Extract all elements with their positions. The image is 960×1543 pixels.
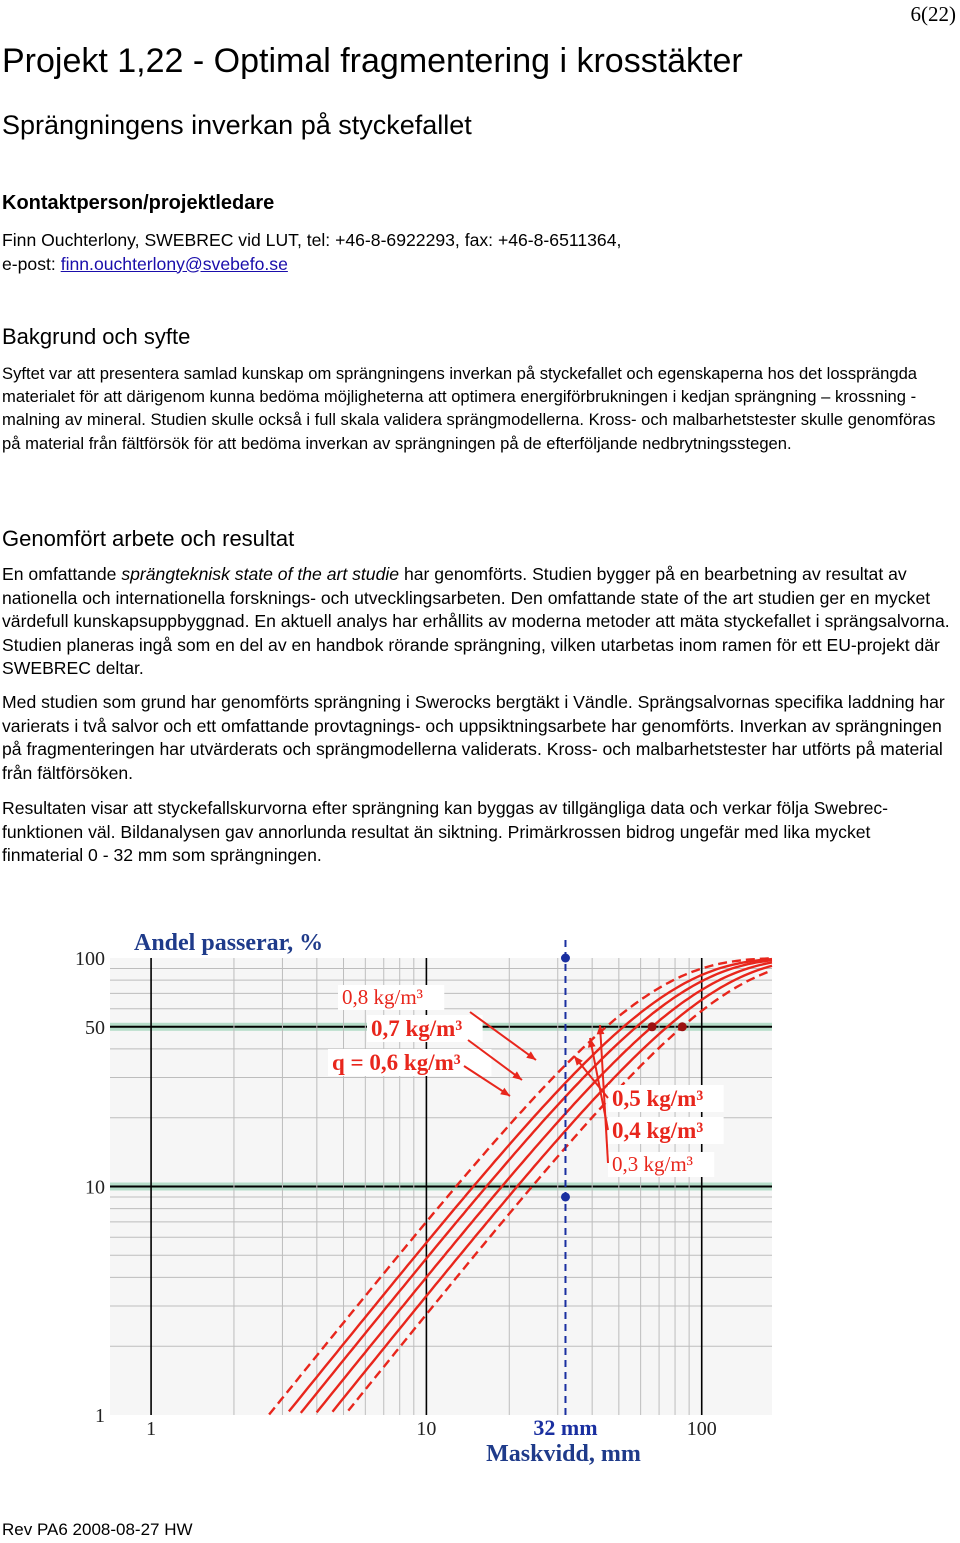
contact-heading: Kontaktperson/projektledare bbox=[2, 192, 275, 214]
fragmentation-chart bbox=[75, 920, 790, 1470]
page-title: Projekt 1,22 - Optimal fragmentering i krosstäkter bbox=[2, 42, 743, 80]
series-label: 0,4 kg/m³ bbox=[612, 1118, 704, 1143]
results-paragraph-1 bbox=[2, 563, 952, 681]
x-tick-label: 100 bbox=[686, 1418, 717, 1440]
results-paragraph-3: Resultaten visar att styckefallskurvorna efter sprängning kan byggas av tillgängliga data och verkar följa Swebrec-funktionen väl. Bildanalysen gav annorlunda resultat än siktning. Primärkrossen bidrog ungefär med lika mycket finmaterial 0 - 32 mm som sprängningen. bbox=[2, 798, 889, 865]
results-paragraph-2: Med studien som grund har genomförts sprängning i Swerocks bergtäkt i Vändle. Sprängsalvornas specifika laddning har varierats i två salvor och ett omfattande provtagnings- och uppsiktningsarbete har genomförts. Inverkan av sprängningen på fragmenteringen har utvärderats och sprängmodellerna validerats. Kross- och malbarhetstester har utförts på material från fältförsöken. bbox=[2, 692, 945, 783]
contact-info bbox=[2, 229, 952, 276]
series-label: 0,7 kg/m³ bbox=[371, 1016, 463, 1041]
email-link[interactable]: finn.ouchterlony@svebefo.se bbox=[60, 253, 288, 274]
results-p1-start: En omfattande bbox=[2, 564, 122, 584]
email-prefix: e-post: bbox=[2, 253, 61, 274]
series-label: q = 0,6 kg/m³ bbox=[332, 1050, 461, 1075]
results-p1-italic: sprängteknisk state of the art studie bbox=[121, 564, 400, 584]
background-text: Syftet var att presentera samlad kunskap om sprängningens inverkan på styckefallet och egenskaperna hos det lossprängda materialet för att därigenom kunna bedöma möjligheterna att optimera energiförbrukningen i kedjan sprängning – krossning - malning av mineral. Studien skulle också i full skala validera sprängmodellerna. Kross- och malbarhetstester skulle genomföras på material från fältförsök för att bedöma inverkan av sprängningen på de efterföljande nedbrytningsstegen. bbox=[2, 364, 936, 453]
y-tick-label: 100 bbox=[75, 948, 105, 970]
series-label: 0,3 kg/m³ bbox=[612, 1152, 693, 1176]
page-subtitle: Sprängningens inverkan på styckefallet bbox=[2, 110, 472, 140]
contact-email-line bbox=[2, 253, 952, 277]
contact-line: Finn Ouchterlony, SWEBREC vid LUT, tel: +46-8-6922293, fax: +46-8-6511364, bbox=[2, 230, 622, 250]
data-point-2 bbox=[648, 1022, 657, 1031]
x-tick-label: 1 bbox=[146, 1418, 157, 1440]
data-point-0 bbox=[561, 1192, 570, 1201]
y-tick-label: 50 bbox=[85, 1016, 105, 1039]
data-point-3 bbox=[678, 1022, 687, 1031]
data-point-1 bbox=[561, 954, 570, 963]
marker-label: 32 mm bbox=[533, 1415, 598, 1440]
x-axis-label: Maskvidd, mm bbox=[486, 1441, 641, 1467]
series-label: 0,5 kg/m³ bbox=[612, 1086, 704, 1111]
series-label: 0,8 kg/m³ bbox=[342, 985, 423, 1009]
results-p1-end: har genomförts. Studien bygger på en bearbetning av resultat av nationella och internationella forsknings- och utvecklingsarbeten. Den omfattande state of the art studien ger en mycket värdefull kunskapsuppbyggnad. En aktuell analys har erhållits av moderna metoder att mäta styckefallet i sprängsalvorna. Studien planeras ingå som en del av en handbok rörande sprängning, vilken utarbetas inom ramen för ett EU-projekt där SWEBREC deltar. bbox=[2, 564, 950, 678]
background-heading: Bakgrund och syfte bbox=[2, 324, 191, 349]
x-tick-label: 10 bbox=[416, 1418, 437, 1440]
y-tick-label: 1 bbox=[95, 1405, 105, 1427]
results-heading: Genomfört arbete och resultat bbox=[2, 526, 295, 551]
footer-revision: Rev PA6 2008-08-27 HW bbox=[2, 1520, 193, 1539]
y-axis-label: Andel passerar, % bbox=[134, 930, 324, 956]
y-tick-label: 10 bbox=[85, 1176, 105, 1199]
page-number: 6(22) bbox=[910, 2, 956, 26]
